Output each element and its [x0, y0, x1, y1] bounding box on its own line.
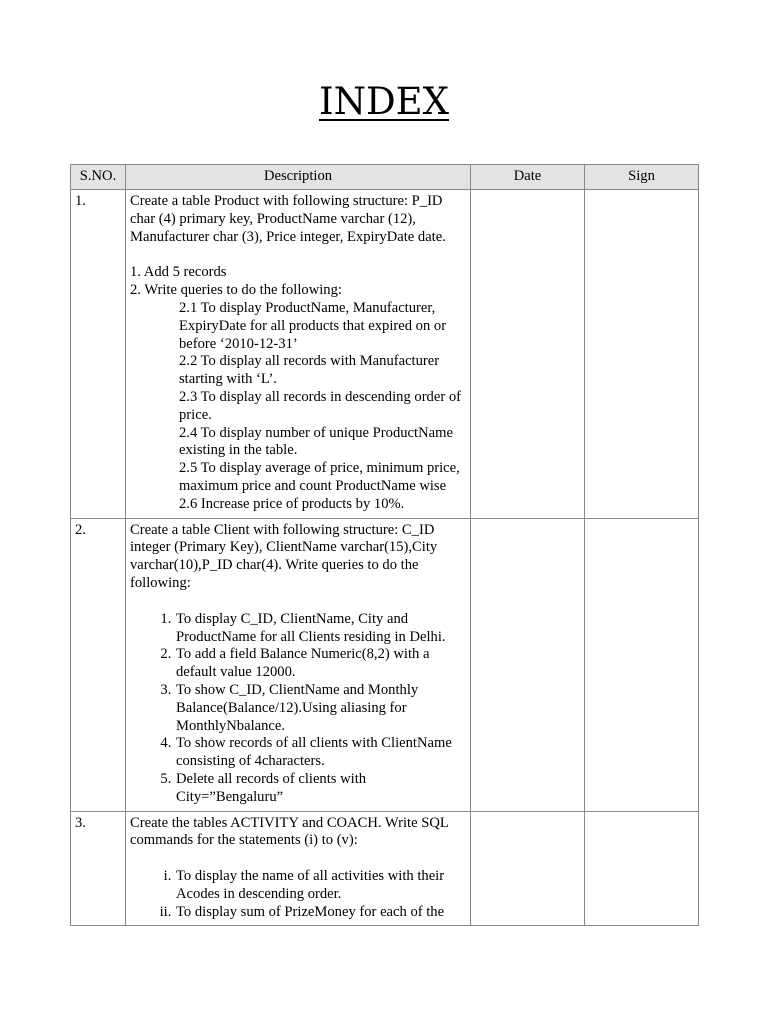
list-item: 1. To display C_ID, ClientName, City and ProductName for all Clients residing in Delhi.	[175, 611, 466, 647]
row-sno: 1.	[71, 190, 126, 519]
list-item: i. To display the name of all activities with their Acodes in descending order.	[175, 868, 466, 904]
header-description: Description	[126, 165, 471, 190]
description-subitem: 2.4 To display number of unique ProductName existing in the table.	[179, 424, 453, 459]
row-description	[126, 190, 471, 519]
description-subitem: 2.3 To display all records in descending order of price.	[179, 388, 461, 423]
row-date	[471, 811, 585, 926]
list-item: ii. To display sum of PrizeMoney for each of the	[175, 904, 466, 922]
description-subitem: 2.2 To display all records with Manufacturer starting with ‘L’.	[179, 353, 440, 388]
description-step: 2. Write queries to do the following:	[130, 282, 342, 299]
row-description	[126, 518, 471, 811]
row-sign	[585, 190, 699, 519]
table-row	[71, 190, 699, 519]
row-sno: 2.	[71, 518, 126, 811]
description-intro: Create a table Client with following structure: C_ID integer (Primary Key), ClientName varchar(15),City varchar(10),P_ID char(4). Write queries to do the following:	[130, 521, 438, 591]
list-item: 2. To add a field Balance Numeric(8,2) with a default value 12000.	[175, 646, 466, 682]
header-sign: Sign	[585, 165, 699, 190]
description-intro: Create a table Product with following structure: P_ID char (4) primary key, ProductName varchar (12), Manufacturer char (3), Price integer, ExpiryDate date.	[130, 193, 446, 245]
row-sign	[585, 811, 699, 926]
description-list	[130, 868, 466, 921]
row-sign	[585, 518, 699, 811]
page-title: INDEX	[318, 80, 449, 123]
list-item: 3. To show C_ID, ClientName and Monthly Balance(Balance/12).Using aliasing for MonthlyNbalance.	[175, 682, 466, 735]
description-subitem: 2.5 To display average of price, minimum price, maximum price and count ProductName wise	[179, 460, 460, 494]
table-row	[71, 518, 699, 811]
table-header-row	[71, 165, 699, 190]
description-subitem: 2.6 Increase price of products by 10%.	[179, 495, 405, 512]
row-date	[471, 190, 585, 519]
row-description	[126, 811, 471, 926]
description-intro: Create the tables ACTIVITY and COACH. Write SQL commands for the statements (i) to (v):	[130, 814, 449, 849]
list-item: 5. Delete all records of clients with City=”Bengaluru”	[175, 771, 466, 807]
index-table	[70, 164, 699, 926]
description-subitem: 2.1 To display ProductName, Manufacturer, ExpiryDate for all products that expired on or before ‘2010-12-31’	[179, 299, 447, 352]
row-sno: 3.	[71, 811, 126, 926]
description-step: 1. Add 5 records	[130, 264, 227, 281]
header-date: Date	[471, 165, 585, 190]
row-date	[471, 518, 585, 811]
description-list	[130, 611, 466, 807]
table-row	[71, 811, 699, 926]
list-item: 4. To show records of all clients with ClientName consisting of 4characters.	[175, 735, 466, 771]
header-sno: S.NO.	[71, 165, 126, 190]
